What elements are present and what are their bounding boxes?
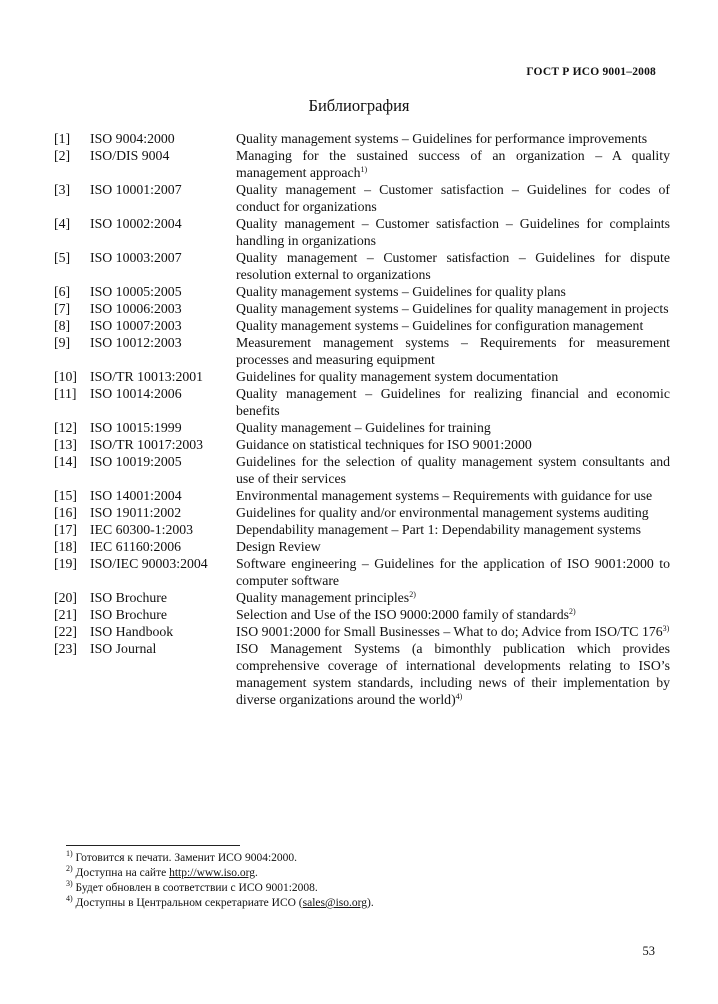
entry-number: [1] [54,131,71,146]
entry-title [236,521,670,538]
entry-number: [12] [54,420,77,435]
entry-title [236,504,670,521]
entry-number: [21] [54,607,77,622]
entry-title-text: Selection and Use of the ISO 9000:2000 family of standards [236,607,569,622]
entry-title [236,215,670,249]
footnote-mark: 2) [66,864,73,873]
entry-number: [14] [54,454,77,469]
entry-title-text: Quality management systems – Guidelines for quality management in projects [236,301,669,316]
entry-title-text: Guidelines for the selection of quality management system consultants and use of their services [236,454,670,486]
bibliography-entry [54,589,670,606]
entry-number: [16] [54,505,77,520]
entry-title [236,555,670,589]
entry-standard-code: ISO Journal [90,641,157,656]
footnote-mark: 1) [66,849,73,858]
bibliography-entry [54,317,670,334]
bibliography-entry [54,538,670,555]
entry-title-text: Quality management – Customer satisfaction – Guidelines for complaints handling in organizations [236,216,670,248]
entry-title-text: Quality management – Guidelines for training [236,420,491,435]
footnote-marker: 2) [409,590,416,599]
entry-title [236,419,670,436]
bibliography-entry [54,181,670,215]
entry-number: [23] [54,641,77,656]
entry-standard-code: ISO 10003:2007 [90,250,182,265]
entry-title [236,538,670,555]
entry-title [236,334,670,368]
entry-number: [10] [54,369,77,384]
entry-title [236,317,670,334]
footnote-text-end: ). [367,897,374,909]
entry-standard-code: ISO/IEC 90003:2004 [90,556,208,571]
bibliography-entry [54,130,670,147]
entry-number: [3] [54,182,71,197]
footnote-marker: 2) [568,607,576,616]
entry-title-text: Quality management – Customer satisfaction – Guidelines for dispute resolution external to organizations [236,250,670,282]
entry-number: [15] [54,488,77,503]
entry-standard-code: ISO 19011:2002 [90,505,182,520]
bibliography-entry [54,334,670,368]
bibliography-entry [54,487,670,504]
bibliography-entry [54,521,670,538]
entry-number: [17] [54,522,77,537]
document-header: ГОСТ Р ИСО 9001–2008 [526,66,656,78]
entry-number: [9] [54,335,71,350]
entry-number: [20] [54,590,77,605]
entry-title [236,283,670,300]
footnote [66,866,374,881]
entry-standard-code: ISO 10005:2005 [90,284,182,299]
entry-title [236,368,670,385]
entry-title-text: Design Review [236,539,321,554]
footnote-text-end: . [255,867,258,879]
entry-title-text: Guidance on statistical techniques for ISO 9001:2000 [236,437,532,452]
footnote [66,851,374,866]
footnote-text: Доступна на сайте [75,867,170,879]
entry-title-text: Software engineering – Guidelines for the application of ISO 9001:2000 to computer software [236,556,670,588]
entry-number: [19] [54,556,77,571]
entry-title [236,300,670,317]
entry-title [236,436,670,453]
entry-title [236,640,670,708]
entry-standard-code: ISO/TR 10017:2003 [90,437,204,452]
entry-title [236,385,670,419]
bibliography-entry [54,215,670,249]
entry-standard-code: ISO Handbook [90,624,174,639]
bibliography-entry [54,453,670,487]
footnote-marker: 3) [662,624,670,633]
footnote-text: Готовится к печати. Заменит ИСО 9004:2000. [75,852,298,864]
footnote-text: Доступны в Центральном секретариате ИСО ( [75,897,303,909]
entry-standard-code: ISO 10014:2006 [90,386,182,401]
bibliography-entry [54,249,670,283]
entry-standard-code: ISO 9004:2000 [90,131,175,146]
entry-standard-code: ISO 10019:2005 [90,454,182,469]
entry-title [236,453,670,487]
entry-number: [13] [54,437,77,452]
entry-number: [5] [54,250,71,265]
bibliography-entry [54,504,670,521]
footnote-mark: 4) [66,894,73,903]
entry-title-text: Measurement management systems – Requirements for measurement processes and measuring equipment [236,335,670,367]
bibliography-entry [54,436,670,453]
entry-title [236,589,670,606]
entry-standard-code: ISO 10002:2004 [90,216,182,231]
entry-number: [8] [54,318,71,333]
bibliography-entry [54,368,670,385]
footnote-marker: 4) [455,692,463,701]
entry-title-text: Guidelines for quality and/or environmental management systems auditing [236,505,649,520]
footnote-link[interactable]: http://www.iso.org [169,867,256,879]
entry-number: [6] [54,284,71,299]
entry-title [236,181,670,215]
entry-standard-code: IEC 60300-1:2003 [90,522,194,537]
entry-title [236,130,670,147]
entry-title-text: ISO 9001:2000 for Small Businesses – What to do; Advice from ISO/TC 176 [236,624,663,639]
entry-number: [2] [54,148,71,163]
entry-number: [7] [54,301,71,316]
entry-standard-code: ISO 10012:2003 [90,335,182,350]
bibliography-entry [54,623,670,640]
entry-title-text: Dependability management – Part 1: Dependability management systems [236,522,641,537]
entry-standard-code: IEC 61160:2006 [90,539,182,554]
entry-number: [22] [54,624,77,639]
entry-number: [11] [54,386,77,401]
bibliography-entry [54,300,670,317]
entry-standard-code: ISO 14001:2004 [90,488,182,503]
bibliography-entry [54,419,670,436]
footnote-text: Будет обновлен в соответствии с ИСО 9001:2008. [75,882,318,894]
bibliography-entry [54,147,670,181]
page-number: 53 [642,944,655,958]
entry-title-text: Quality management systems – Guidelines for performance improvements [236,131,648,146]
footnote-divider [66,845,240,846]
entry-title-text: Quality management – Guidelines for realizing financial and economic benefits [236,386,670,418]
entry-number: [4] [54,216,71,231]
entry-title-text: Quality management principles [236,590,410,605]
footnote-marker: 1) [360,165,368,174]
entry-title [236,606,670,623]
bibliography-entry [54,640,670,708]
entry-title-text: Quality management systems – Guidelines for quality plans [236,284,566,299]
entry-title [236,147,670,181]
footnote [66,896,374,911]
entry-title-text: ISO Management Systems (a bimonthly publication which provides comprehensive coverage of international developments relating to ISO’s management system standards, including news of their implementation by diverse organizations around the world) [236,641,670,707]
entry-title [236,487,670,504]
entry-standard-code: ISO/DIS 9004 [90,148,170,163]
page-title: Библиография [308,96,410,115]
entry-standard-code: ISO Brochure [90,607,168,622]
entry-title-text: Quality management systems – Guidelines for configuration management [236,318,644,333]
entry-title-text: Quality management – Customer satisfaction – Guidelines for codes of conduct for organizations [236,182,670,214]
entry-title-text: Managing for the sustained success of an organization – A quality management approach [236,148,670,180]
footnote [66,881,374,896]
entry-standard-code: ISO Brochure [90,590,168,605]
bibliography-list [54,130,670,708]
footnote-link[interactable]: sales@iso.org [302,897,368,909]
entry-standard-code: ISO 10006:2003 [90,301,182,316]
entry-title [236,249,670,283]
entry-number: [18] [54,539,77,554]
bibliography-entry [54,606,670,623]
entry-standard-code: ISO 10001:2007 [90,182,182,197]
bibliography-entry [54,283,670,300]
entry-standard-code: ISO 10015:1999 [90,420,182,435]
entry-standard-code: ISO 10007:2003 [90,318,182,333]
entry-title-text: Environmental management systems – Requirements with guidance for use [236,488,653,503]
entry-title-text: Guidelines for quality management system documentation [236,369,559,384]
footnote-mark: 3) [66,879,73,888]
entry-title [236,623,670,640]
bibliography-entry [54,385,670,419]
bibliography-entry [54,555,670,589]
entry-standard-code: ISO/TR 10013:2001 [90,369,204,384]
footnotes [66,851,374,911]
